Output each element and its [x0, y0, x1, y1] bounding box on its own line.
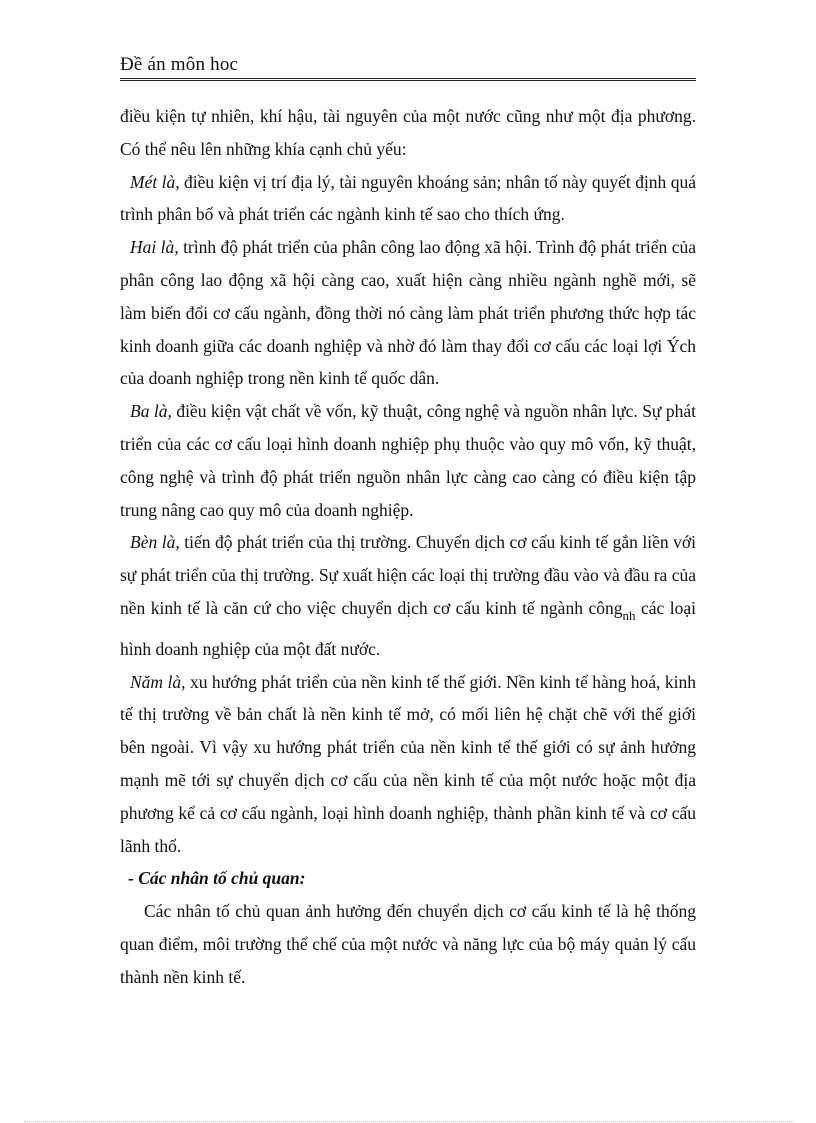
header-title: Đề án môn hoc — [120, 54, 239, 75]
lead-second: Hai là, — [130, 237, 179, 258]
lead-first: Mét là, — [130, 171, 180, 192]
text-fifth: xu hướng phát triển của nền kinh tế thế giới. Nền kinh tế hàng hoá, kinh tế thị trường về bản chất là nền kinh tế mở, có mối liên hệ chặt chẽ với thế giới bên ngoài. Vì vậy xu hướng phát triển của nền kinh tế thế giới có sự ảnh hưởng mạnh mẽ tới sự chuyển dịch cơ cấu của nền kinh tế của một nước hoặc một địa phương kể cả cơ cấu ngành, loại hình doanh nghiệp, thành phần kinh tế và cơ cấu lãnh thổ. — [120, 671, 696, 856]
lead-third: Ba là, — [130, 401, 172, 422]
paragraph-first-factor — [120, 166, 696, 232]
paragraph-third-factor — [120, 395, 696, 526]
text-third: điều kiện vật chất về vốn, kỹ thuật, công nghệ và nguồn nhân lực. Sự phát triển của các cơ cấu loại hình doanh nghiệp phụ thuộc vào quy mô vốn, kỹ thuật, công nghệ và trình độ phát triển nguồn nhân lực càng cao càng có điều kiện tập trung nâng cao quy mô của doanh nghiệp. — [120, 401, 696, 520]
text-fourth-b: các loại hình doanh nghiệp của một đất nước. — [120, 597, 696, 659]
text-fourth-sub: nh — [622, 607, 636, 623]
page-bottom-divider — [24, 1121, 794, 1122]
paragraph-intro: điều kiện tự nhiên, khí hậu, tài nguyên của một nước cũng như một địa phương. Có thể nêu lên những khía cạnh chủ yếu: — [120, 106, 696, 159]
lead-fourth: Bèn là, — [130, 532, 180, 553]
lead-fifth: Năm là, — [130, 671, 186, 692]
paragraph-fifth-factor — [120, 666, 696, 863]
paragraph-second-factor — [120, 231, 696, 395]
text-first: điều kiện vị trí địa lý, tài nguyên khoáng sản; nhân tố này quyết định quá trình phân bố và phát triển các ngành kinh tế sao cho thích ứng. — [120, 171, 696, 225]
text-second: trình độ phát triển của phân công lao động xã hội. Trình độ phát triển của phân công lao động xã hội càng cao, xuất hiện càng nhiều ngành nghề mới, sẽ làm biến đổi cơ cấu ngành, đồng thời nó càng làm phát triển phương thức hợp tác kinh doanh giữa các doanh nghiệp và nhờ đó làm thay đổi cơ cấu các loại lợi Ých của doanh nghiệp trong nền kinh tế quốc dân. — [120, 237, 696, 389]
subheading-subjective-factors: - Các nhân tố chủ quan: — [128, 868, 306, 889]
text-fourth-a: tiến độ phát triển của thị trường. Chuyển dịch cơ cấu kinh tế gắn liền với sự phát triển của thị trường. Sự xuất hiện các loại thị trường đầu vào và đầu ra của nền kinh tế là căn cứ cho việc chuyển dịch cơ cấu kinh tế ngành công — [120, 532, 696, 618]
page-header — [120, 52, 696, 81]
paragraph-subjective: Các nhân tố chủ quan ảnh hưởng đến chuyển dịch cơ cấu kinh tế là hệ thống quan điểm, môi trường thể chế của một nước và năng lực của bộ máy quản lý cấu thành nền kinh tế. — [120, 901, 696, 987]
paragraph-fourth-factor — [120, 526, 696, 665]
document-body — [120, 100, 696, 994]
